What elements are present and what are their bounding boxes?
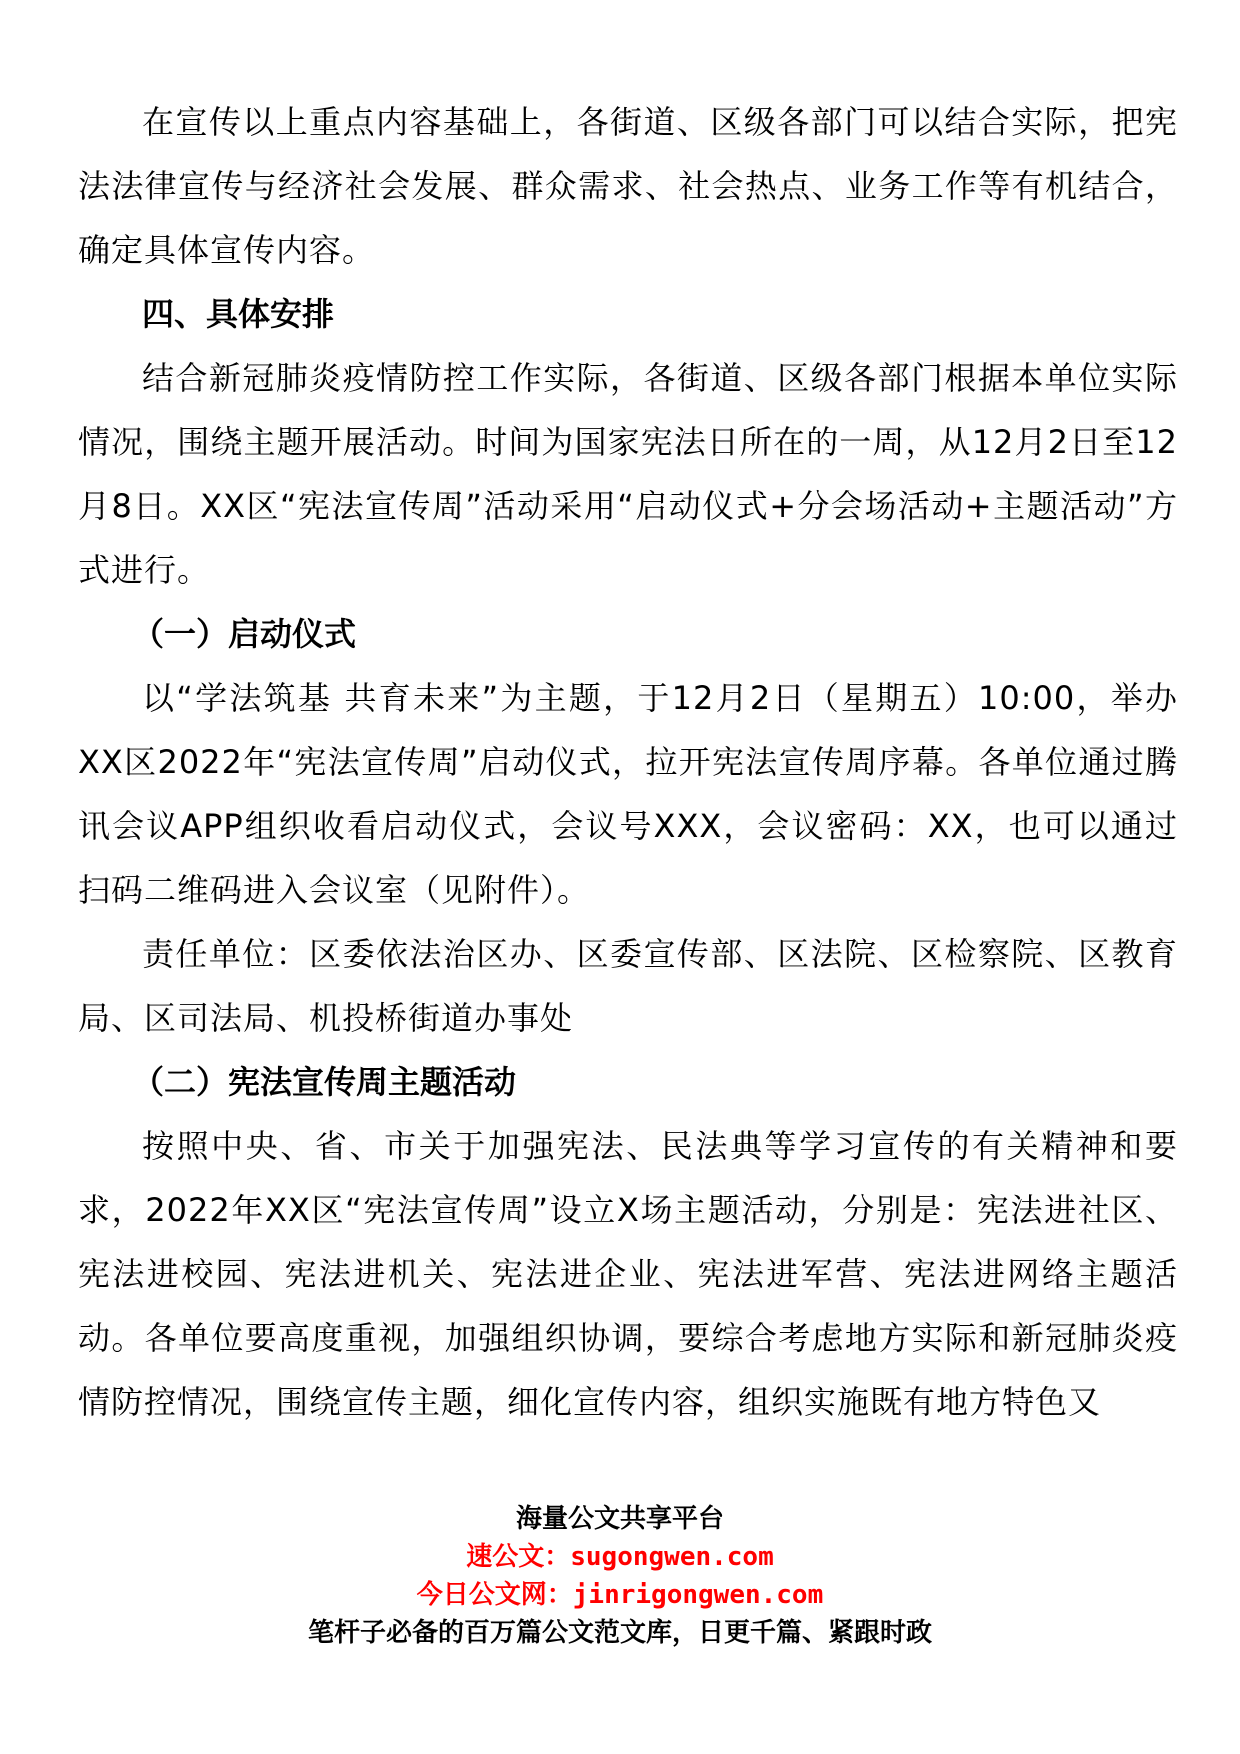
- footer-site-2-label: 今日公文网：: [416, 1580, 573, 1610]
- section-heading-arrangement: 四、具体安排: [142, 295, 335, 333]
- footer-site-2: [0, 1576, 1240, 1614]
- footer-tagline: 笔杆子必备的百万篇公文范文库，日更千篇、紧跟时政: [307, 1618, 932, 1648]
- subheading-theme-activities: （二）宪法宣传周主题活动: [132, 1063, 517, 1101]
- paragraph-arrangement-intro: 结合新冠肺炎疫情防控工作实际，各街道、区级各部门根据本单位实际情况，围绕主题开展活动。时间为国家宪法日所在的一周，从12月2日至12月8日。XX区“宪法宣传周”活动采用“启动仪式+分会场活动+主题活动”方式进行。: [78, 359, 1178, 589]
- footer-site-1-label: 速公文：: [466, 1542, 571, 1572]
- footer-site-1: [0, 1538, 1240, 1576]
- promo-footer: [0, 1500, 1240, 1652]
- subheading-launch-ceremony: （一）启动仪式: [132, 615, 357, 653]
- footer-site-1-url[interactable]: sugongwen.com: [570, 1542, 774, 1572]
- paragraph-theme-activities: 按照中央、省、市关于加强宪法、民法典等学习宣传的有关精神和要求，2022年XX区“宪法宣传周”设立X场主题活动，分别是：宪法进社区、宪法进校园、宪法进机关、宪法进企业、宪法进军营、宪法进网络主题活动。各单位要高度重视，加强组织协调，要综合考虑地方实际和新冠肺炎疫情防控情况，围绕宣传主题，细化宣传内容，组织实施既有地方特色又: [78, 1127, 1178, 1421]
- footer-site-2-url[interactable]: jinrigongwen.com: [572, 1580, 824, 1610]
- paragraph-propaganda-content: 在宣传以上重点内容基础上，各街道、区级各部门可以结合实际，把宪法法律宣传与经济社会发展、群众需求、社会热点、业务工作等有机结合，确定具体宣传内容。: [78, 103, 1178, 269]
- paragraph-responsible-units: 责任单位：区委依法治区办、区委宣传部、区法院、区检察院、区教育局、区司法局、机投桥街道办事处: [78, 935, 1178, 1037]
- document-body: [78, 90, 1178, 1434]
- paragraph-launch-ceremony: 以“学法筑基 共育未来”为主题，于12月2日（星期五）10:00，举办XX区2022年“宪法宣传周”启动仪式，拉开宪法宣传周序幕。各单位通过腾讯会议APP组织收看启动仪式，会议号XXX，会议密码：XX，也可以通过扫码二维码进入会议室（见附件）。: [78, 679, 1178, 909]
- footer-platform: 海量公文共享平台: [515, 1504, 724, 1534]
